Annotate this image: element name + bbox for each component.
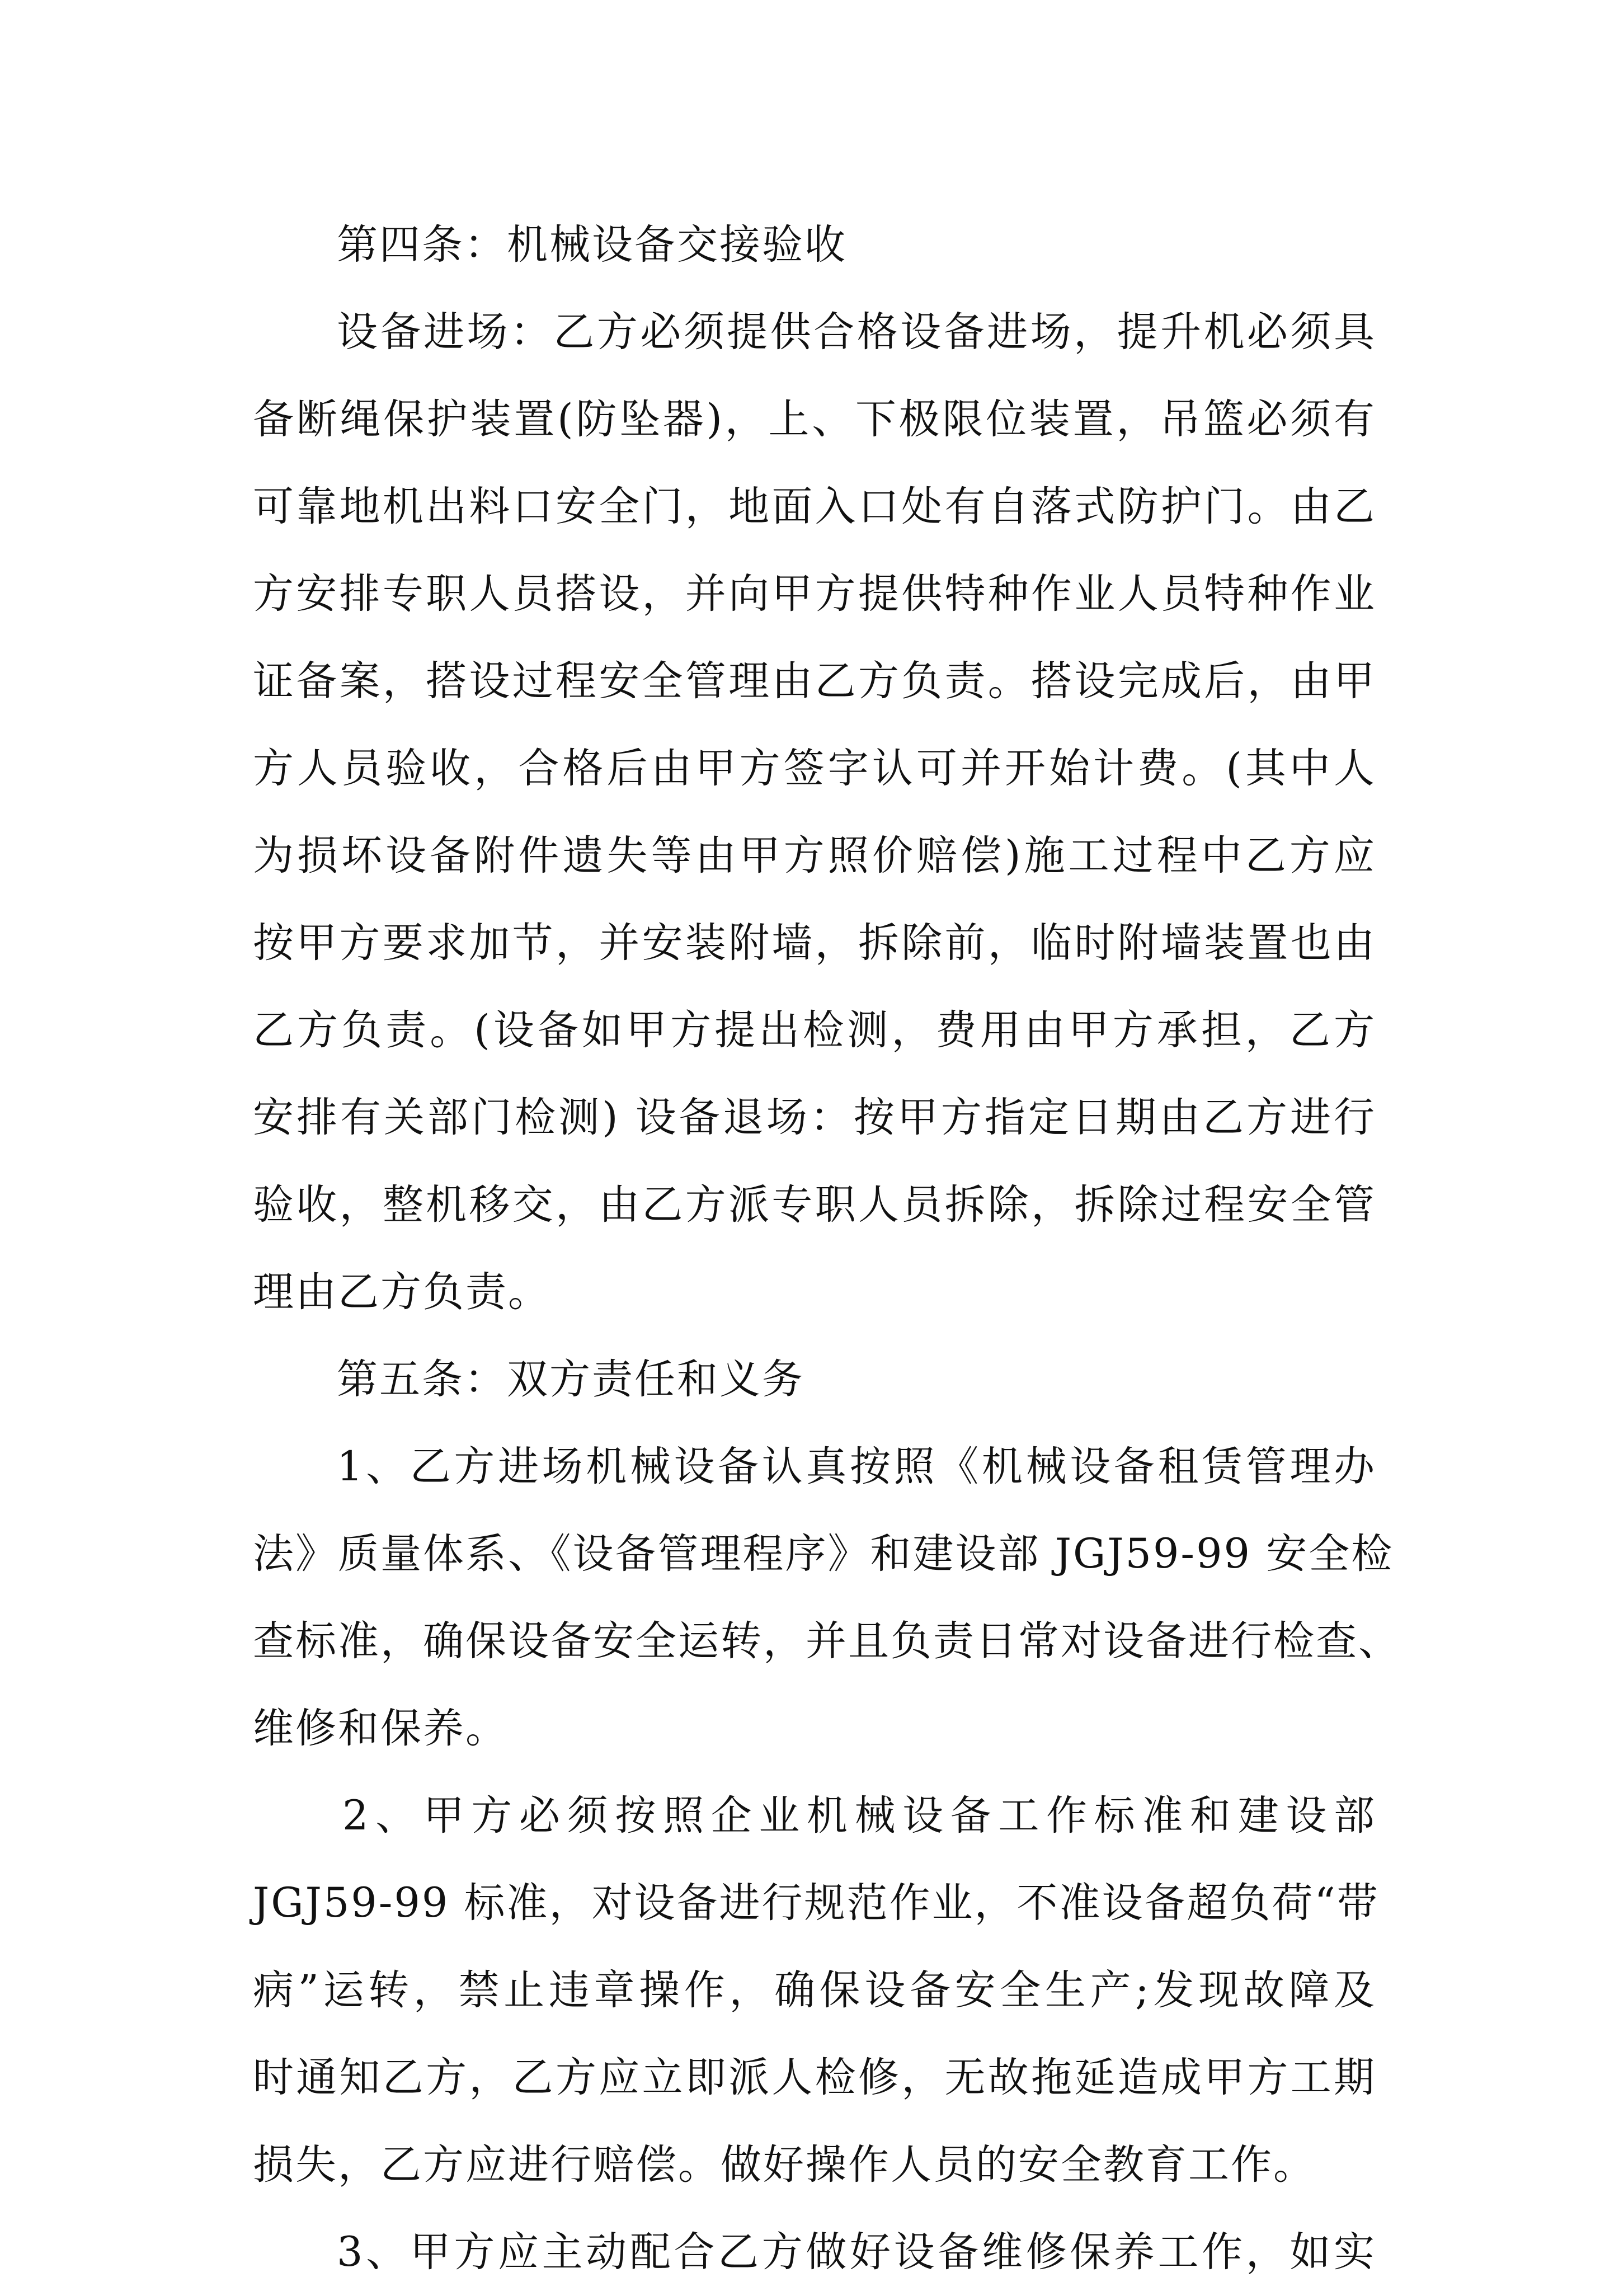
article-5-heading: 第五条：双方责任和义务 xyxy=(337,1356,804,1403)
article-4-line: 方人员验收，合格后由甲方签字认可并开始计费。(其中人 xyxy=(253,745,1376,792)
item-2-line: 2、甲方必须按照企业机械设备工作标准和建设部 xyxy=(342,1792,1376,1839)
article-5-item-2 xyxy=(253,1772,1380,2209)
article-4-line: 为损坏设备附件遗失等由甲方照价赔偿)施工过程中乙方应 xyxy=(253,832,1376,879)
article-4-line: 按甲方要求加节，并安装附墙，拆除前，临时附墙装置也由 xyxy=(253,919,1376,967)
item-2-line: JGJ59-99 标准，对设备进行规范作业，不准设备超负荷“带 xyxy=(253,1879,1380,1927)
article-4-line: 理由乙方负责。 xyxy=(253,1268,550,1316)
article-4-line: 可靠地机出料口安全门，地面入口处有自落式防护门。由乙 xyxy=(253,483,1376,530)
item-2-line: 病”运转，禁止违章操作，确保设备安全生产;发现故障及 xyxy=(253,1966,1376,2014)
item-2-line: 时通知乙方，乙方应立即派人检修，无故拖延造成甲方工期 xyxy=(253,2054,1376,2101)
article-4-line: 设备进场：乙方必须提供合格设备进场，提升机必须具 xyxy=(337,308,1376,356)
article-4-line: 验收，整机移交，由乙方派专职人员拆除，拆除过程安全管 xyxy=(253,1181,1376,1229)
article-5-item-1 xyxy=(253,1423,1401,1772)
article-4-body xyxy=(253,289,1376,1336)
item-1-line: 查标准，确保设备安全运转，并且负责日常对设备进行检查、 xyxy=(253,1617,1401,1665)
item-1-line: 维修和保养。 xyxy=(253,1705,508,1752)
item-1-line: 法》质量体系、《设备管理程序》和建设部 JGJ59-99 安全检 xyxy=(253,1530,1394,1578)
article-5-item-3 xyxy=(253,2209,1376,2296)
item-2-line: 损失，乙方应进行赔偿。做好操作人员的安全教育工作。 xyxy=(253,2141,1316,2189)
item-3-line: 3、甲方应主动配合乙方做好设备维修保养工作，如实 xyxy=(337,2228,1376,2276)
article-4-line: 证备案，搭设过程安全管理由乙方负责。搭设完成后，由甲 xyxy=(253,657,1376,705)
article-4-line: 方安排专职人员搭设，并向甲方提供特种作业人员特种作业 xyxy=(253,570,1376,618)
article-4-line: 乙方负责。(设备如甲方提出检测，费用由甲方承担，乙方 xyxy=(253,1006,1376,1054)
article-4-heading: 第四条：机械设备交接验收 xyxy=(337,221,847,269)
article-4-line: 安排有关部门检测) 设备退场：按甲方指定日期由乙方进行 xyxy=(253,1094,1376,1141)
document-body xyxy=(253,201,1401,2296)
item-1-line: 1、乙方进场机械设备认真按照《机械设备租赁管理办 xyxy=(337,1443,1376,1490)
article-4-line: 备断绳保护装置(防坠器)，上、下极限位装置，吊篮必须有 xyxy=(253,396,1376,443)
